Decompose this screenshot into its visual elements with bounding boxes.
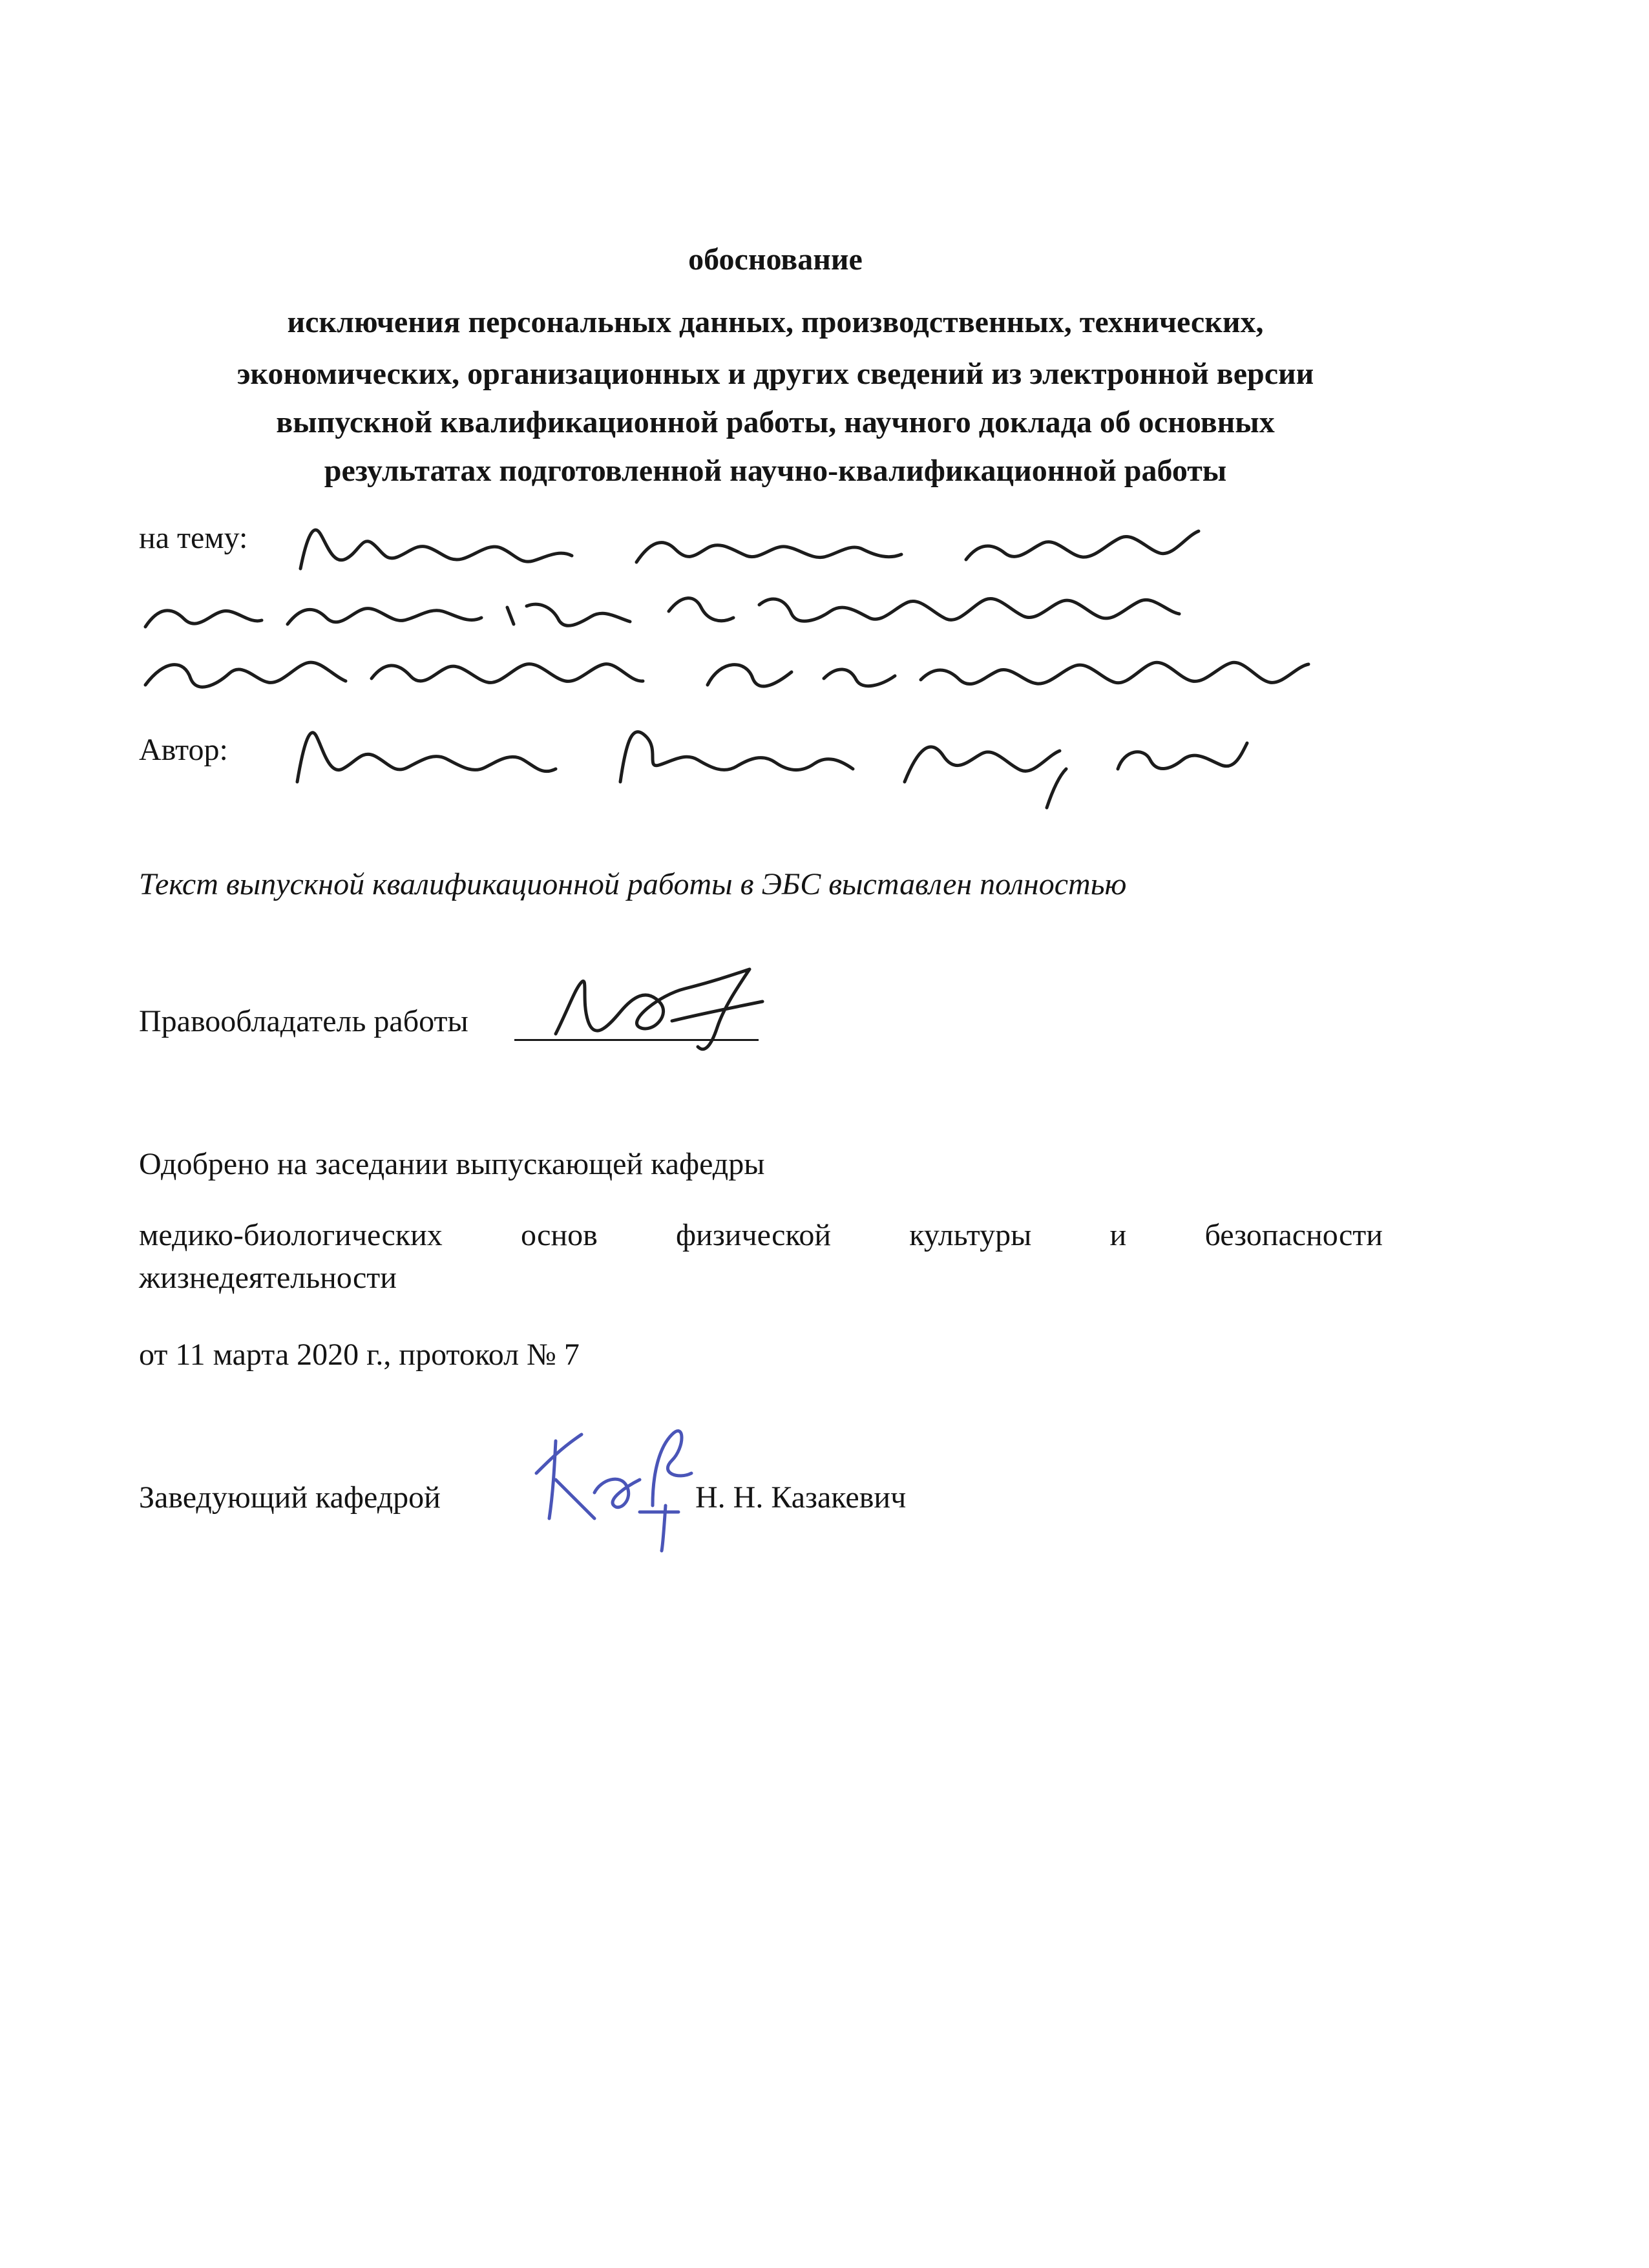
department-word: культуры [909, 1218, 1032, 1252]
department-word: основ [520, 1218, 598, 1252]
rightholder-label: Правообладатель работы [139, 1004, 468, 1038]
department-line [139, 1216, 1383, 1255]
author-label: Автор: [139, 733, 228, 767]
head-of-department-label: Заведующий кафедрой [139, 1480, 441, 1515]
handwritten-topic [139, 498, 1560, 691]
rightholder-signature [543, 950, 788, 1066]
subtitle-line: исключения персональных данных, производственных, технических, [287, 305, 1264, 339]
department-word: безопасности [1204, 1218, 1383, 1252]
approval-line: Одобрено на заседании выпускающей кафедры [139, 1147, 765, 1181]
document-heading: обоснование [688, 242, 863, 277]
head-of-department-name: Н. Н. Казакевич [695, 1480, 907, 1515]
department-continuation: жизнедеятельности [139, 1261, 397, 1295]
department-word: физической [676, 1218, 831, 1252]
topic-label: на тему: [139, 521, 248, 555]
ebs-statement: Текст выпускной квалификационной работы в ЭБС выставлен полностью [139, 867, 1127, 901]
head-signature [517, 1422, 711, 1551]
protocol-line: от 11 марта 2020 г., протокол № 7 [139, 1338, 580, 1372]
subtitle-line: результатах подготовленной научно-квалификационной работы [324, 454, 1227, 488]
department-word: медико-биологических [139, 1218, 443, 1252]
subtitle-line: экономических, организационных и других сведений из электронной версии [236, 357, 1314, 391]
department-word: и [1109, 1218, 1127, 1252]
handwritten-author-name [284, 698, 1254, 827]
subtitle-line: выпускной квалификационной работы, научного доклада об основных [276, 405, 1275, 439]
